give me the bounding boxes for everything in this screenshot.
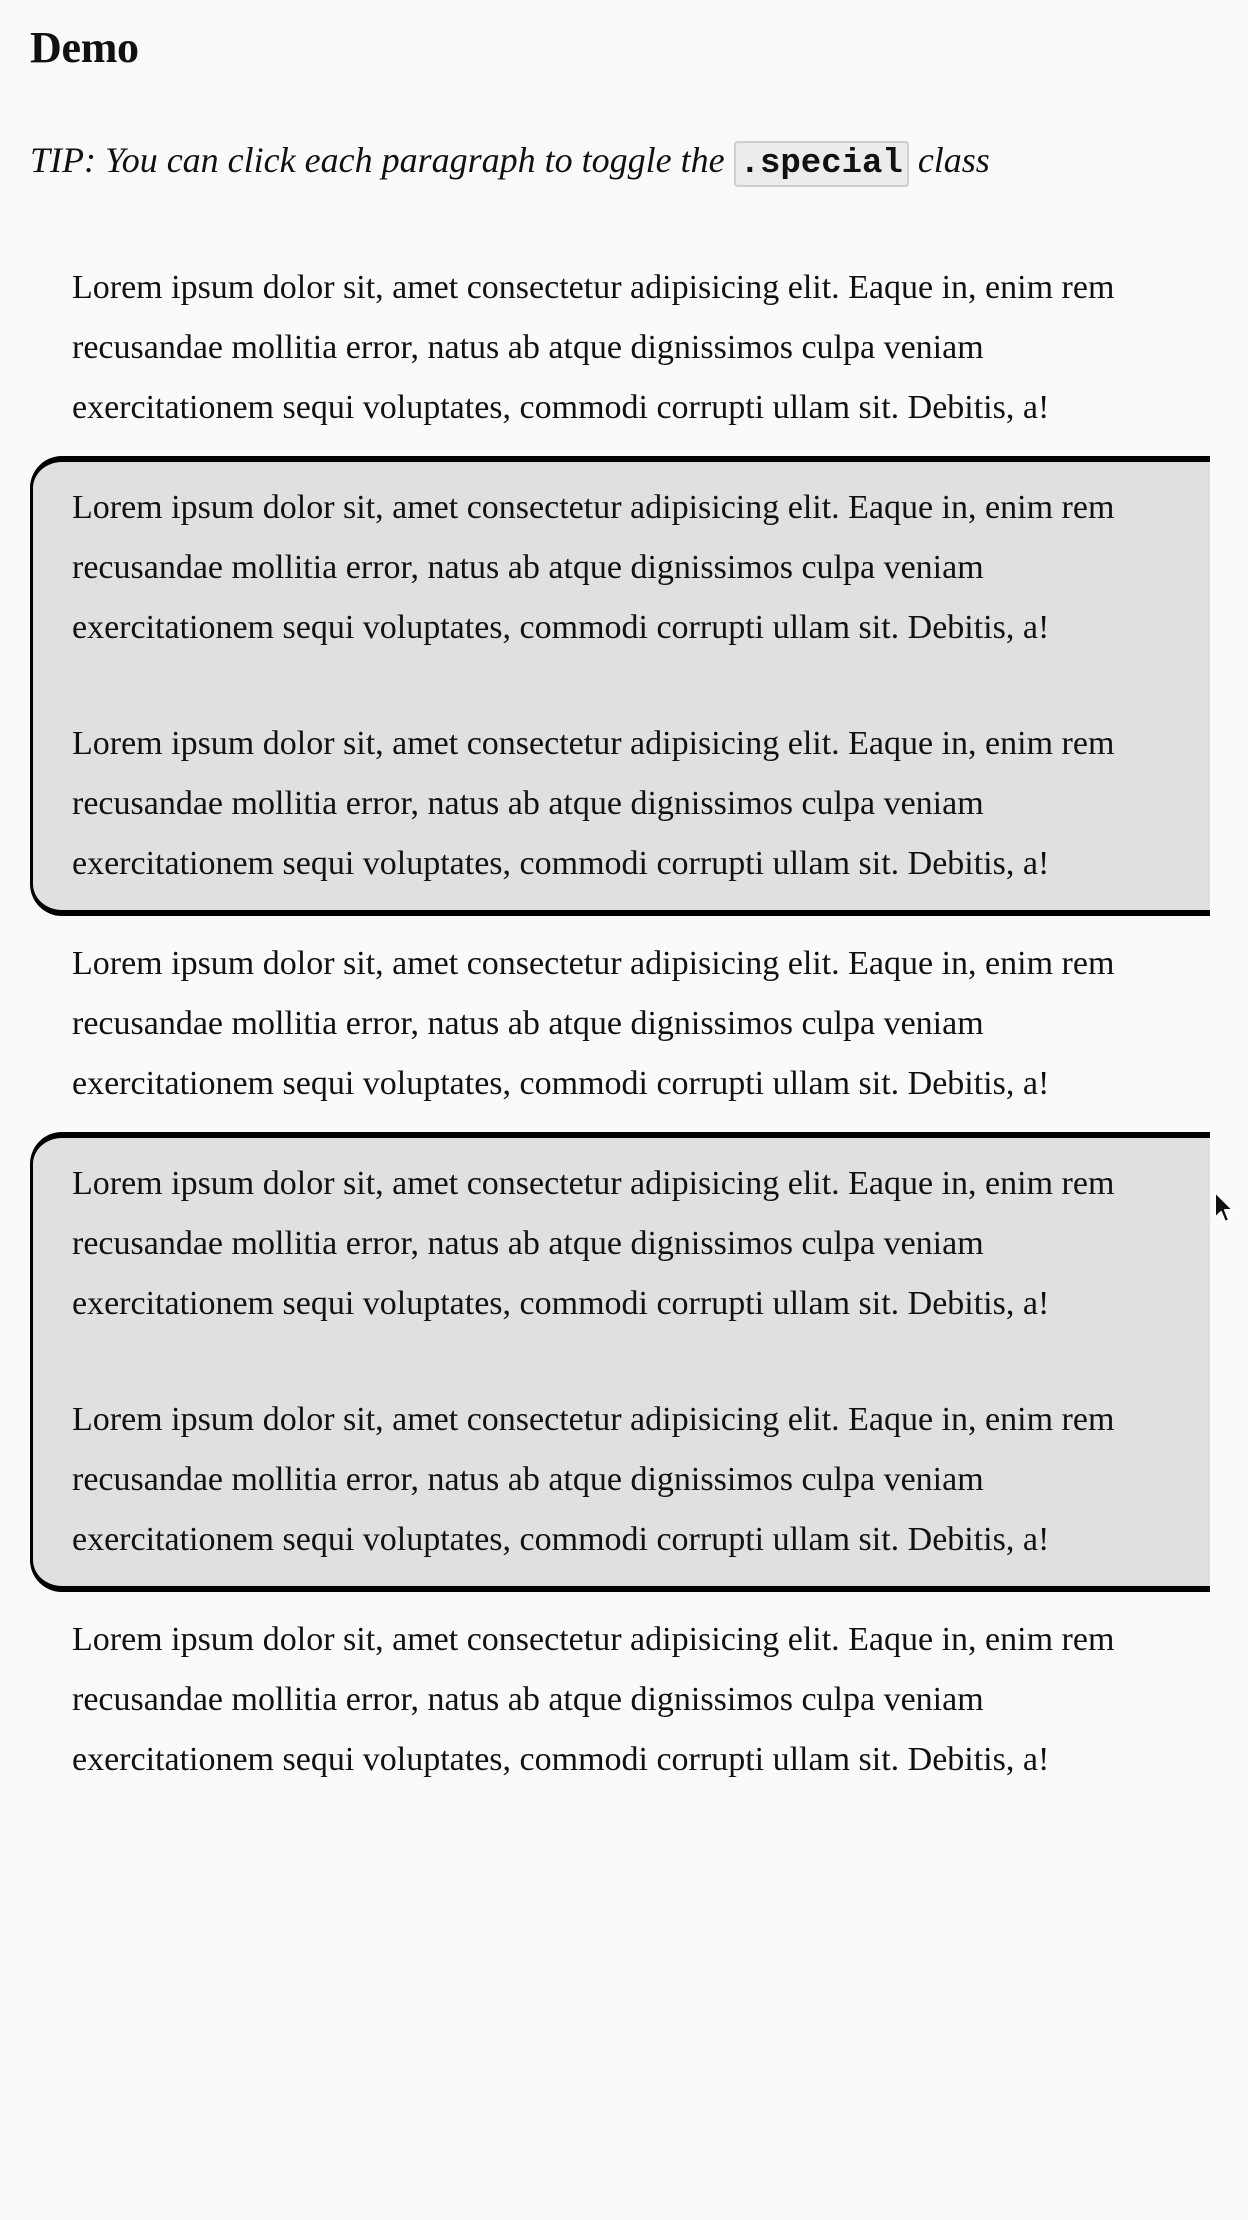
paragraph-3[interactable]: Lorem ipsum dolor sit, amet consectetur adipisicing elit. Eaque in, enim rem recusandae mollitia error, natus ab atque dignissimos culpa veniam exercitationem sequi voluptates, commodi corrupti ullam sit. Debitis, a! (72, 725, 1115, 882)
page-title: Demo (30, 23, 139, 72)
special-class-code: .special (734, 141, 909, 187)
special-group-1 (30, 456, 1210, 916)
paragraph-4[interactable]: Lorem ipsum dolor sit, amet consectetur adipisicing elit. Eaque in, enim rem recusandae mollitia error, natus ab atque dignissimos culpa veniam exercitationem sequi voluptates, commodi corrupti ullam sit. Debitis, a! (72, 945, 1115, 1102)
mouse-pointer-icon (1213, 1190, 1235, 1224)
tip-suffix: class (908, 140, 990, 180)
paragraph-7[interactable]: Lorem ipsum dolor sit, amet consectetur adipisicing elit. Eaque in, enim rem recusandae mollitia error, natus ab atque dignissimos culpa veniam exercitationem sequi voluptates, commodi corrupti ullam sit. Debitis, a! (72, 1621, 1115, 1778)
paragraph-2[interactable]: Lorem ipsum dolor sit, amet consectetur adipisicing elit. Eaque in, enim rem recusandae mollitia error, natus ab atque dignissimos culpa veniam exercitationem sequi voluptates, commodi corrupti ullam sit. Debitis, a! (72, 489, 1115, 646)
paragraph-6[interactable]: Lorem ipsum dolor sit, amet consectetur adipisicing elit. Eaque in, enim rem recusandae mollitia error, natus ab atque dignissimos culpa veniam exercitationem sequi voluptates, commodi corrupti ullam sit. Debitis, a! (72, 1401, 1115, 1558)
paragraph-stack (30, 252, 1210, 1796)
tip-prefix: TIP: You can click each paragraph to toggle the (30, 140, 734, 180)
paragraph-5[interactable]: Lorem ipsum dolor sit, amet consectetur adipisicing elit. Eaque in, enim rem recusandae mollitia error, natus ab atque dignissimos culpa veniam exercitationem sequi voluptates, commodi corrupti ullam sit. Debitis, a! (72, 1165, 1115, 1322)
tip-text (30, 130, 990, 194)
special-group-2 (30, 1132, 1210, 1592)
paragraph-1[interactable]: Lorem ipsum dolor sit, amet consectetur adipisicing elit. Eaque in, enim rem recusandae mollitia error, natus ab atque dignissimos culpa veniam exercitationem sequi voluptates, commodi corrupti ullam sit. Debitis, a! (72, 269, 1115, 426)
